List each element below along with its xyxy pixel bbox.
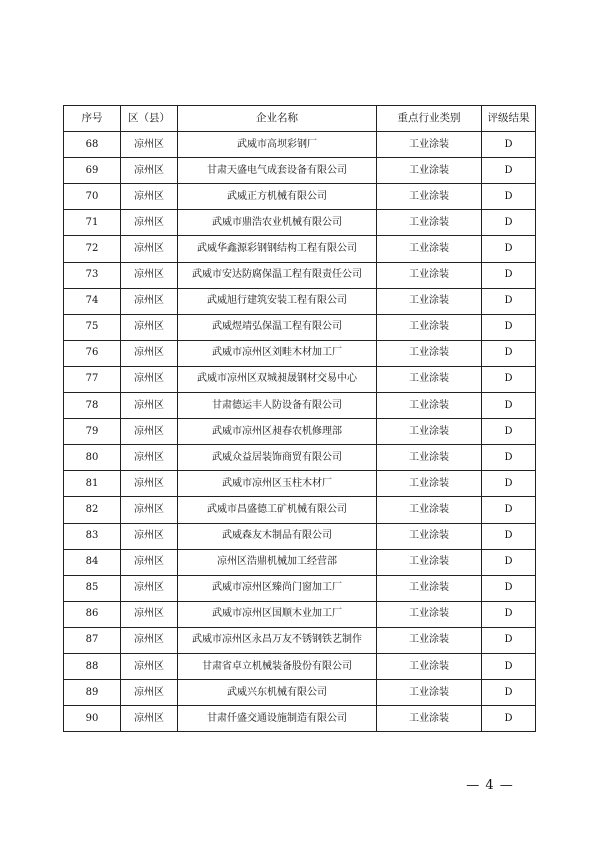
table-row [64, 653, 536, 679]
cell-rating-result: D [482, 445, 536, 471]
cell-rating-result: D [482, 184, 536, 210]
cell-serial: 71 [64, 210, 121, 236]
table-row [64, 471, 536, 497]
cell-industry-category: 工业涂装 [377, 210, 482, 236]
cell-industry-category: 工业涂装 [377, 184, 482, 210]
cell-company-name: 武威市凉州区玉柱木材厂 [178, 471, 377, 497]
cell-rating-result: D [482, 419, 536, 445]
cell-company-name: 武威华鑫源彩钢钢结构工程有限公司 [178, 236, 377, 262]
cell-industry-category: 工业涂装 [377, 523, 482, 549]
cell-rating-result: D [482, 288, 536, 314]
cell-rating-result: D [482, 340, 536, 366]
page-number: — 4 — [466, 778, 514, 793]
cell-district: 凉州区 [121, 314, 178, 340]
table-row [64, 627, 536, 653]
table-row [64, 575, 536, 601]
cell-serial: 75 [64, 314, 121, 340]
cell-company-name: 甘肃德运丰人防设备有限公司 [178, 393, 377, 419]
cell-rating-result: D [482, 262, 536, 288]
cell-company-name: 武威市昌盛德工矿机械有限公司 [178, 497, 377, 523]
table-row [64, 184, 536, 210]
cell-serial: 69 [64, 158, 121, 184]
table-row [64, 366, 536, 392]
cell-company-name: 武威市鼎浩农业机械有限公司 [178, 210, 377, 236]
table-row [64, 393, 536, 419]
cell-district: 凉州区 [121, 445, 178, 471]
cell-industry-category: 工业涂装 [377, 445, 482, 471]
enterprise-rating-table [63, 105, 536, 732]
cell-company-name: 武威市高坝彩钢厂 [178, 132, 377, 158]
cell-rating-result: D [482, 158, 536, 184]
cell-company-name: 武威市安达防腐保温工程有限责任公司 [178, 262, 377, 288]
cell-industry-category: 工业涂装 [377, 340, 482, 366]
table-row [64, 419, 536, 445]
cell-district: 凉州区 [121, 549, 178, 575]
cell-company-name: 武威众益居装饰商贸有限公司 [178, 445, 377, 471]
cell-rating-result: D [482, 366, 536, 392]
cell-company-name: 武威森友木制品有限公司 [178, 523, 377, 549]
cell-serial: 74 [64, 288, 121, 314]
cell-rating-result: D [482, 236, 536, 262]
cell-district: 凉州区 [121, 627, 178, 653]
cell-company-name: 武威市凉州区国顺木业加工厂 [178, 601, 377, 627]
cell-industry-category: 工业涂装 [377, 158, 482, 184]
cell-district: 凉州区 [121, 601, 178, 627]
cell-district: 凉州区 [121, 366, 178, 392]
cell-company-name: 武威市凉州区昶春农机修理部 [178, 419, 377, 445]
cell-industry-category: 工业涂装 [377, 393, 482, 419]
cell-industry-category: 工业涂装 [377, 419, 482, 445]
cell-serial: 82 [64, 497, 121, 523]
cell-company-name: 武威市凉州区刘畦木材加工厂 [178, 340, 377, 366]
cell-serial: 85 [64, 575, 121, 601]
cell-company-name: 凉州区浩鼎机械加工经营部 [178, 549, 377, 575]
cell-industry-category: 工业涂装 [377, 549, 482, 575]
cell-industry-category: 工业涂装 [377, 680, 482, 706]
cell-rating-result: D [482, 471, 536, 497]
cell-district: 凉州区 [121, 653, 178, 679]
header-industry-category: 重点行业类别 [377, 106, 482, 132]
cell-industry-category: 工业涂装 [377, 236, 482, 262]
cell-district: 凉州区 [121, 706, 178, 732]
table-header-row [64, 106, 536, 132]
cell-district: 凉州区 [121, 340, 178, 366]
table-row [64, 340, 536, 366]
cell-district: 凉州区 [121, 575, 178, 601]
cell-serial: 87 [64, 627, 121, 653]
cell-district: 凉州区 [121, 236, 178, 262]
header-rating-result: 评级结果 [482, 106, 536, 132]
header-district: 区（县） [121, 106, 178, 132]
cell-industry-category: 工业涂装 [377, 627, 482, 653]
cell-rating-result: D [482, 575, 536, 601]
cell-industry-category: 工业涂装 [377, 653, 482, 679]
cell-district: 凉州区 [121, 262, 178, 288]
table-row [64, 549, 536, 575]
table-row [64, 601, 536, 627]
cell-serial: 76 [64, 340, 121, 366]
table-row [64, 210, 536, 236]
cell-rating-result: D [482, 523, 536, 549]
cell-serial: 73 [64, 262, 121, 288]
cell-rating-result: D [482, 627, 536, 653]
cell-rating-result: D [482, 680, 536, 706]
cell-serial: 83 [64, 523, 121, 549]
cell-district: 凉州区 [121, 132, 178, 158]
table-body [64, 132, 536, 732]
cell-district: 凉州区 [121, 393, 178, 419]
cell-rating-result: D [482, 132, 536, 158]
table-row [64, 497, 536, 523]
table-row [64, 236, 536, 262]
cell-serial: 81 [64, 471, 121, 497]
header-serial: 序号 [64, 106, 121, 132]
cell-serial: 72 [64, 236, 121, 262]
cell-serial: 86 [64, 601, 121, 627]
cell-serial: 78 [64, 393, 121, 419]
cell-company-name: 甘肃仟盛交通设施制造有限公司 [178, 706, 377, 732]
cell-district: 凉州区 [121, 288, 178, 314]
cell-serial: 79 [64, 419, 121, 445]
table-row [64, 314, 536, 340]
cell-district: 凉州区 [121, 184, 178, 210]
cell-district: 凉州区 [121, 158, 178, 184]
cell-district: 凉州区 [121, 471, 178, 497]
cell-district: 凉州区 [121, 497, 178, 523]
cell-serial: 84 [64, 549, 121, 575]
table-row [64, 680, 536, 706]
cell-district: 凉州区 [121, 523, 178, 549]
cell-rating-result: D [482, 601, 536, 627]
cell-industry-category: 工业涂装 [377, 314, 482, 340]
cell-serial: 89 [64, 680, 121, 706]
cell-rating-result: D [482, 314, 536, 340]
cell-company-name: 武威旭行建筑安装工程有限公司 [178, 288, 377, 314]
cell-industry-category: 工业涂装 [377, 497, 482, 523]
cell-industry-category: 工业涂装 [377, 366, 482, 392]
cell-company-name: 武威兴东机械有限公司 [178, 680, 377, 706]
cell-serial: 68 [64, 132, 121, 158]
cell-serial: 80 [64, 445, 121, 471]
cell-rating-result: D [482, 706, 536, 732]
cell-rating-result: D [482, 210, 536, 236]
cell-industry-category: 工业涂装 [377, 262, 482, 288]
cell-company-name: 武威市凉州区永昌万友不锈钢铁艺制作 [178, 627, 377, 653]
cell-district: 凉州区 [121, 210, 178, 236]
cell-company-name: 武威煜靖弘保温工程有限公司 [178, 314, 377, 340]
table-row [64, 288, 536, 314]
cell-rating-result: D [482, 393, 536, 419]
table-row [64, 445, 536, 471]
table-row [64, 132, 536, 158]
cell-company-name: 武威市凉州区臻尚门窗加工厂 [178, 575, 377, 601]
cell-industry-category: 工业涂装 [377, 132, 482, 158]
table-row [64, 523, 536, 549]
header-company-name: 企业名称 [178, 106, 377, 132]
cell-serial: 88 [64, 653, 121, 679]
cell-company-name: 甘肃天盛电气成套设备有限公司 [178, 158, 377, 184]
table-row [64, 262, 536, 288]
cell-rating-result: D [482, 549, 536, 575]
cell-industry-category: 工业涂装 [377, 601, 482, 627]
cell-industry-category: 工业涂装 [377, 706, 482, 732]
cell-rating-result: D [482, 653, 536, 679]
cell-serial: 90 [64, 706, 121, 732]
cell-serial: 77 [64, 366, 121, 392]
table-row [64, 706, 536, 732]
cell-industry-category: 工业涂装 [377, 471, 482, 497]
cell-district: 凉州区 [121, 419, 178, 445]
cell-company-name: 甘肃省卓立机械装备股份有限公司 [178, 653, 377, 679]
cell-company-name: 武威市凉州区双城昶晟钢材交易中心 [178, 366, 377, 392]
cell-industry-category: 工业涂装 [377, 288, 482, 314]
cell-industry-category: 工业涂装 [377, 575, 482, 601]
cell-rating-result: D [482, 497, 536, 523]
cell-serial: 70 [64, 184, 121, 210]
cell-district: 凉州区 [121, 680, 178, 706]
cell-company-name: 武威正方机械有限公司 [178, 184, 377, 210]
table-row [64, 158, 536, 184]
